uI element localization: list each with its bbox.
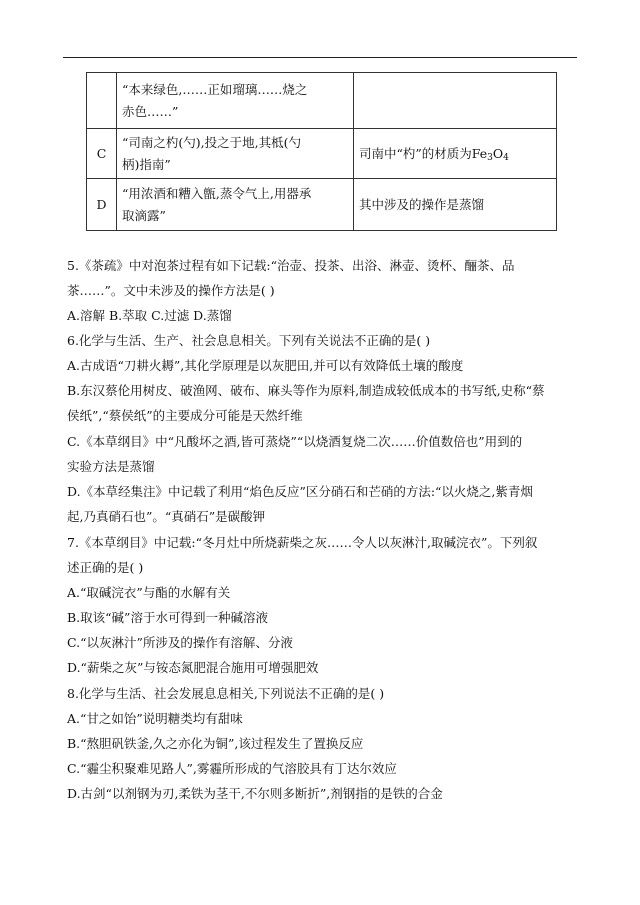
quote-line: 赤色……”: [122, 103, 179, 119]
subscript: 3: [487, 152, 493, 163]
table-row: [87, 73, 557, 129]
quote-line: “用浓酒和糟入甑,蒸令气上,用器承: [122, 185, 312, 201]
option-c: C.“霾尘积聚难见路人”,雾霾所形成的气溶胶具有丁达尔效应: [67, 761, 397, 776]
option-c: C.《本草纲目》中“凡酸坏之酒,皆可蒸烧”“以烧酒复烧二次……价值数倍也”用到的: [67, 434, 523, 449]
quote-line: 柄)指南”: [122, 156, 171, 172]
option-b: B.东汉蔡伦用树皮、破渔网、破布、麻头等作为原料,制造成较低成本的书写纸,史称“蔡: [67, 383, 545, 398]
quote-line: “司南之杓(勺),投之于地,其柢(勺: [122, 134, 301, 150]
question-7-stem: 述正确的是( ): [67, 560, 144, 575]
option-d: D.古剑“以剂钢为刃,柔铁为茎干,不尔则多断折”,剂钢指的是铁的合金: [67, 786, 443, 801]
option-d: D.《本草经集注》中记载了利用“焰色反应”区分硝石和芒硝的方法:“以火烧之,紫青烟: [67, 484, 533, 499]
table-row: [87, 179, 557, 231]
question-5-stem: 5.《茶疏》中对泡茶过程有如下记载:“治壶、投茶、出浴、淋壶、烫杯、酾茶、品: [67, 258, 515, 273]
row-label: D: [87, 179, 117, 231]
statement-text: O: [492, 145, 504, 161]
statement-cell: [354, 73, 557, 129]
option-b: 侯纸”,“蔡侯纸”的主要成分可能是天然纤维: [67, 408, 303, 423]
question-7-stem: 7.《本草纲目》中记载:“冬月灶中所烧薪柴之灰……令人以灰淋汁,取碱浣衣”。下列叙: [67, 535, 538, 550]
quote-line: “本来绿色,……正如瑠璃……烧之: [122, 81, 308, 97]
table-row: [87, 129, 557, 179]
option-b: B.“熬胆矾铁釜,久之亦化为铜”,该过程发生了置换反应: [67, 736, 364, 751]
option-a: A.古成语“刀耕火耨”,其化学原理是以灰肥田,并可以有效降低土壤的酸度: [67, 358, 464, 373]
statement-cell: [354, 129, 557, 179]
option-c: 实验方法是蒸馏: [67, 459, 155, 474]
row-label: [87, 73, 117, 129]
quote-cell: [117, 129, 354, 179]
option-b: B.取该“碱”溶于水可得到一种碱溶液: [67, 610, 268, 625]
option-d: 起,乃真硝石也”。“真硝石”是碳酸钾: [67, 509, 266, 524]
quote-cell: [117, 73, 354, 129]
question-5-stem: 茶……”。文中未涉及的操作方法是( ): [67, 283, 275, 298]
question-6-stem: 6.化学与生活、生产、社会息息相关。下列有关说法不正确的是( ): [67, 333, 431, 348]
statement-text: 司南中“杓”的材质为Fe: [359, 145, 488, 161]
question-8-stem: 8.化学与生活、社会发展息息相关,下列说法不正确的是( ): [67, 686, 385, 701]
option-c: C.“以灰淋汁”所涉及的操作有溶解、分液: [67, 635, 293, 650]
subscript: 4: [503, 152, 509, 163]
quote-line: 取滴露”: [122, 207, 166, 223]
statement-cell: 其中涉及的操作是蒸馏: [354, 179, 557, 231]
option-a: A.“甘之如饴”说明糖类均有甜味: [67, 711, 243, 726]
option-a: A.“取碱浣衣”与酯的水解有关: [67, 585, 231, 600]
options-table: [86, 72, 557, 231]
option-d: D.“薪柴之灰”与铵态氮肥混合施用可增强肥效: [67, 660, 319, 675]
quote-cell: [117, 179, 354, 231]
question-5-options: A.溶解 B.萃取 C.过滤 D.蒸馏: [67, 308, 232, 323]
row-label: C: [87, 129, 117, 179]
header-rule: [63, 57, 577, 58]
